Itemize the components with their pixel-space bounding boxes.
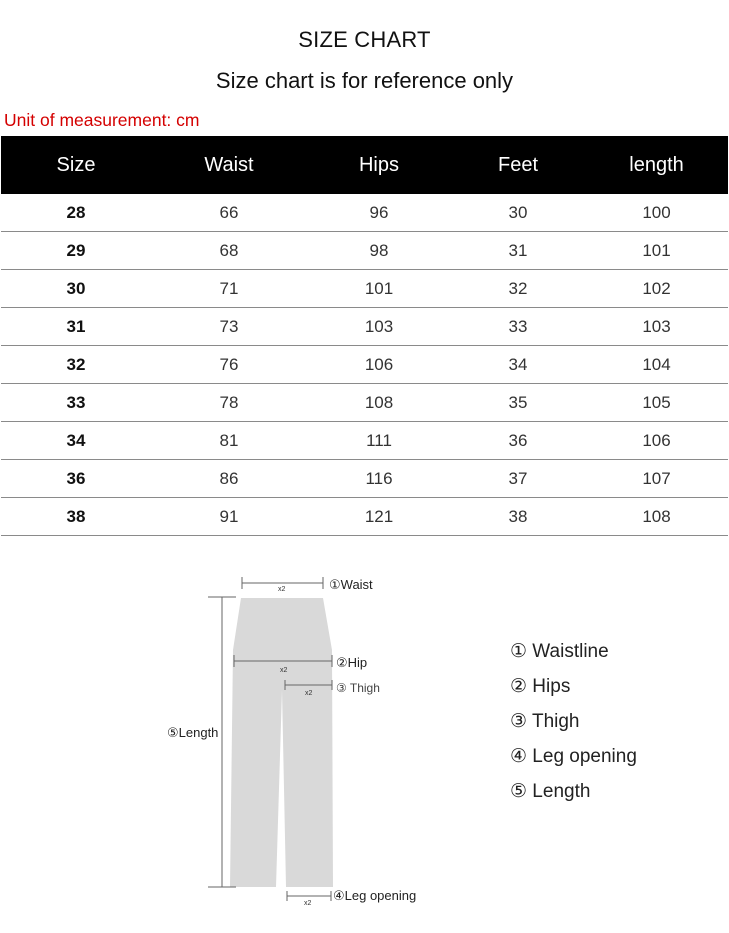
hips-cell: 121: [307, 498, 451, 536]
feet-cell: 35: [451, 384, 585, 422]
size-cell: 28: [1, 194, 151, 232]
column-header-length: length: [585, 136, 728, 194]
length-cell: 101: [585, 232, 728, 270]
length-cell: 104: [585, 346, 728, 384]
feet-cell: 36: [451, 422, 585, 460]
column-header-size: Size: [1, 136, 151, 194]
size-cell: 36: [1, 460, 151, 498]
length-cell: 106: [585, 422, 728, 460]
feet-cell: 34: [451, 346, 585, 384]
unit-note: Unit of measurement: cm: [4, 110, 200, 130]
hips-cell: 108: [307, 384, 451, 422]
table-row: [1, 270, 728, 308]
table-row: [1, 460, 728, 498]
table-header-row: [1, 136, 728, 194]
table-row: [1, 498, 728, 536]
waist-cell: 71: [151, 270, 307, 308]
table-row: [1, 422, 728, 460]
size-cell: 33: [1, 384, 151, 422]
size-table: [1, 136, 728, 536]
length-cell: 100: [585, 194, 728, 232]
legend-item-leg-opening: ④ Leg opening: [510, 746, 637, 767]
feet-cell: 37: [451, 460, 585, 498]
waist-cell: 91: [151, 498, 307, 536]
leg-opening-multiplier-label: x2: [304, 900, 312, 907]
hips-cell: 103: [307, 308, 451, 346]
legend-item-waistline: ① Waistline: [510, 641, 609, 662]
legend-item-length: ⑤ Length: [510, 781, 591, 802]
size-cell: 30: [1, 270, 151, 308]
waist-cell: 68: [151, 232, 307, 270]
length-cell: 107: [585, 460, 728, 498]
column-header-hips: Hips: [307, 136, 451, 194]
waist-cell: 66: [151, 194, 307, 232]
thigh-label: ③ Thigh: [336, 681, 380, 695]
waist-multiplier-label: x2: [278, 586, 286, 593]
size-chart-title: SIZE CHART: [298, 27, 431, 52]
size-cell: 31: [1, 308, 151, 346]
legend-item-thigh: ③ Thigh: [510, 711, 580, 732]
legend-item-hips: ② Hips: [510, 676, 571, 697]
size-cell: 38: [1, 498, 151, 536]
leg-opening-label: ④Leg opening: [333, 888, 417, 903]
waist-cell: 76: [151, 346, 307, 384]
table-row: [1, 194, 728, 232]
length-cell: 103: [585, 308, 728, 346]
length-cell: 102: [585, 270, 728, 308]
hips-cell: 96: [307, 194, 451, 232]
column-header-feet: Feet: [451, 136, 585, 194]
table-row: [1, 232, 728, 270]
table-row: [1, 384, 728, 422]
waist-cell: 78: [151, 384, 307, 422]
waist-cell: 81: [151, 422, 307, 460]
feet-cell: 38: [451, 498, 585, 536]
table-row: [1, 308, 728, 346]
length-cell: 105: [585, 384, 728, 422]
feet-cell: 31: [451, 232, 585, 270]
measurement-legend: [510, 640, 637, 815]
hips-cell: 116: [307, 460, 451, 498]
hips-cell: 98: [307, 232, 451, 270]
size-cell: 34: [1, 422, 151, 460]
waist-label: ①Waist: [329, 577, 373, 592]
hips-cell: 111: [307, 422, 451, 460]
hips-cell: 106: [307, 346, 451, 384]
feet-cell: 33: [451, 308, 585, 346]
waist-cell: 73: [151, 308, 307, 346]
table-row: [1, 346, 728, 384]
size-chart-subtitle: Size chart is for reference only: [215, 68, 514, 93]
hip-multiplier-label: x2: [280, 667, 288, 674]
size-cell: 32: [1, 346, 151, 384]
hips-cell: 101: [307, 270, 451, 308]
waist-cell: 86: [151, 460, 307, 498]
feet-cell: 32: [451, 270, 585, 308]
length-cell: 108: [585, 498, 728, 536]
hip-label: ②Hip: [336, 655, 368, 670]
thigh-multiplier-label: x2: [305, 690, 313, 697]
column-header-waist: Waist: [151, 136, 307, 194]
pants-silhouette: [230, 598, 333, 887]
length-label: ⑤Length: [167, 725, 219, 740]
feet-cell: 30: [451, 194, 585, 232]
size-cell: 29: [1, 232, 151, 270]
